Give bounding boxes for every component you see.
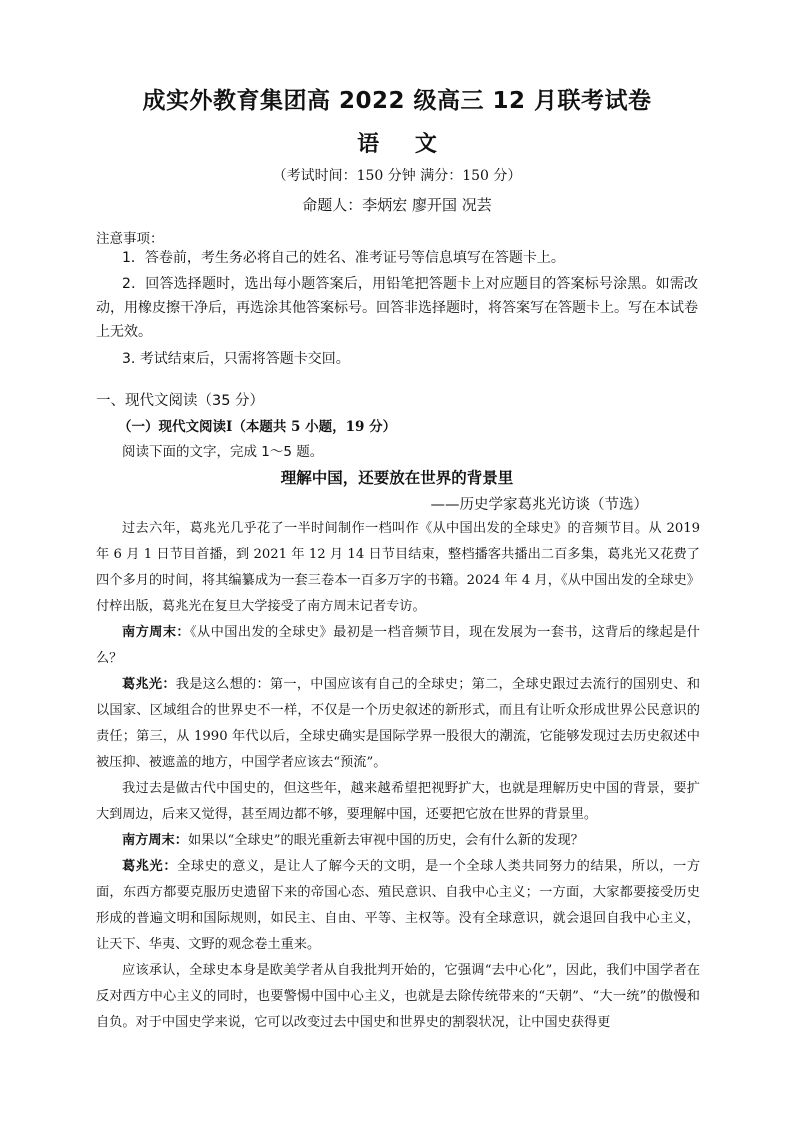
- article-subtitle: ——历史学家葛兆光访谈（节选）: [430, 497, 648, 513]
- note-item: 1．答卷前，考生务必将自己的姓名、准考证号等信息填写在答题卡上。: [122, 250, 565, 266]
- paragraph-text: 全球史的意义，是让人了解今天的文明，是一个全球人类共同努力的结果，所以，一方面，东西方都要克服历史遗留下来的帝国心态、殖民意识、自我中心主义；一方面，大家都要接受历史形成的普遍文明和国际规则，如民主、自由、平等、主权等。没有全球意识，就会退回自我中心主义，让天下、华夷、文野的观念卷土重来。: [96, 859, 701, 952]
- paragraph-text: 如果以“全球史”的眼光重新去审视中国的历史，会有什么新的发现？: [187, 833, 584, 848]
- article-paragraph: [96, 854, 700, 958]
- article-paragraph: [96, 672, 700, 776]
- paragraph-text: 应该承认，全球史本身是欧美学者从自我批判开始的，它强调“去中心化”，因此，我们中国学者在反对西方中心主义的同时，也要警惕中国中心主义，也就是去除传统带来的“天朝”、“大一统”的傲慢和自负。对于中国史学来说，它可以改变过去中国史和世界史的割裂状况，让中国史获得更: [96, 963, 700, 1030]
- exam-info: （考试时间：150 分钟 满分：150 分）: [272, 168, 522, 184]
- speaker-label: 南方周末：: [122, 625, 191, 640]
- subject-title: 语 文: [357, 132, 437, 157]
- article-paragraph: [96, 620, 700, 672]
- reading-instruction: 阅读下面的文字，完成 1～5 题。: [122, 444, 324, 460]
- speaker-label: 南方周末：: [122, 833, 188, 848]
- speaker-label: 葛兆光：: [122, 677, 176, 692]
- speaker-label: 葛兆光：: [122, 859, 178, 874]
- note-item: 3. 考试结束后，只需将答题卡交回。: [122, 351, 350, 367]
- article-paragraph: [96, 828, 700, 854]
- article-paragraph: [96, 776, 700, 828]
- article-paragraph: [96, 516, 700, 620]
- paragraph-text: 《从中国出发的全球史》最初是一档音频节目，现在发展为一套书，这背后的缘起是什么？: [96, 625, 700, 666]
- paragraph-text: 我过去是做古代中国史的，但这些年，越来越希望把视野扩大，也就是理解历史中国的背景，要扩大到周边，后来又觉得，甚至周边都不够，要理解中国，还要把它放在世界的背景里。: [96, 781, 700, 822]
- exam-title: 成实外教育集团高 2022 级高三 12 月联考试卷: [142, 88, 652, 114]
- section-heading: 一、现代文阅读（35 分）: [96, 393, 265, 409]
- notes-heading: 注意事项：: [96, 231, 164, 247]
- paragraph-text: 我是这么想的：第一，中国应该有自己的全球史；第二，全球史跟过去流行的国别史、和以国家、区域组合的世界史不一样，不仅是一个历史叙述的新形式，而且有让听众形成世界公民意识的责任；第三，从 1990 年代以后，全球史确实是国际学界一股很大的潮流，它能够发现过去历史叙述中被压抑、被遮盖的地方，中国学者应该去“预流”。: [96, 677, 701, 770]
- note-item: 2．回答选择题时，选出每小题答案后，用铅笔把答题卡上对应题目的答案标号涂黑。如需改动，用橡皮擦干净后，再选涂其他答案标号。回答非选择题时，将答案写在答题卡上。写在本试卷上无效。: [96, 276, 698, 340]
- article-title: 理解中国，还要放在世界的背景里: [280, 469, 514, 487]
- subsection-heading: （一）现代文阅读Ⅰ（本题共 5 小题，19 分）: [118, 419, 397, 435]
- paragraph-text: 过去六年，葛兆光几乎花了一半时间制作一档叫作《从中国出发的全球史》的音频节目。从 2019 年 6 月 1 日节目首播，到 2021 年 12 月 14 日节目结束，整档播客共播出二百多集，葛兆光又花费了四个多月的时间，将其编纂成为一套三卷本一百多万字的书籍。2024 年 4 月，《从中国出发的全球史》付梓出版，葛兆光在复旦大学接受了南方周末记者专访。: [96, 521, 700, 614]
- article-paragraph: [96, 958, 700, 1036]
- exam-authors: 命题人：李炳宏 廖开国 况芸: [302, 196, 492, 214]
